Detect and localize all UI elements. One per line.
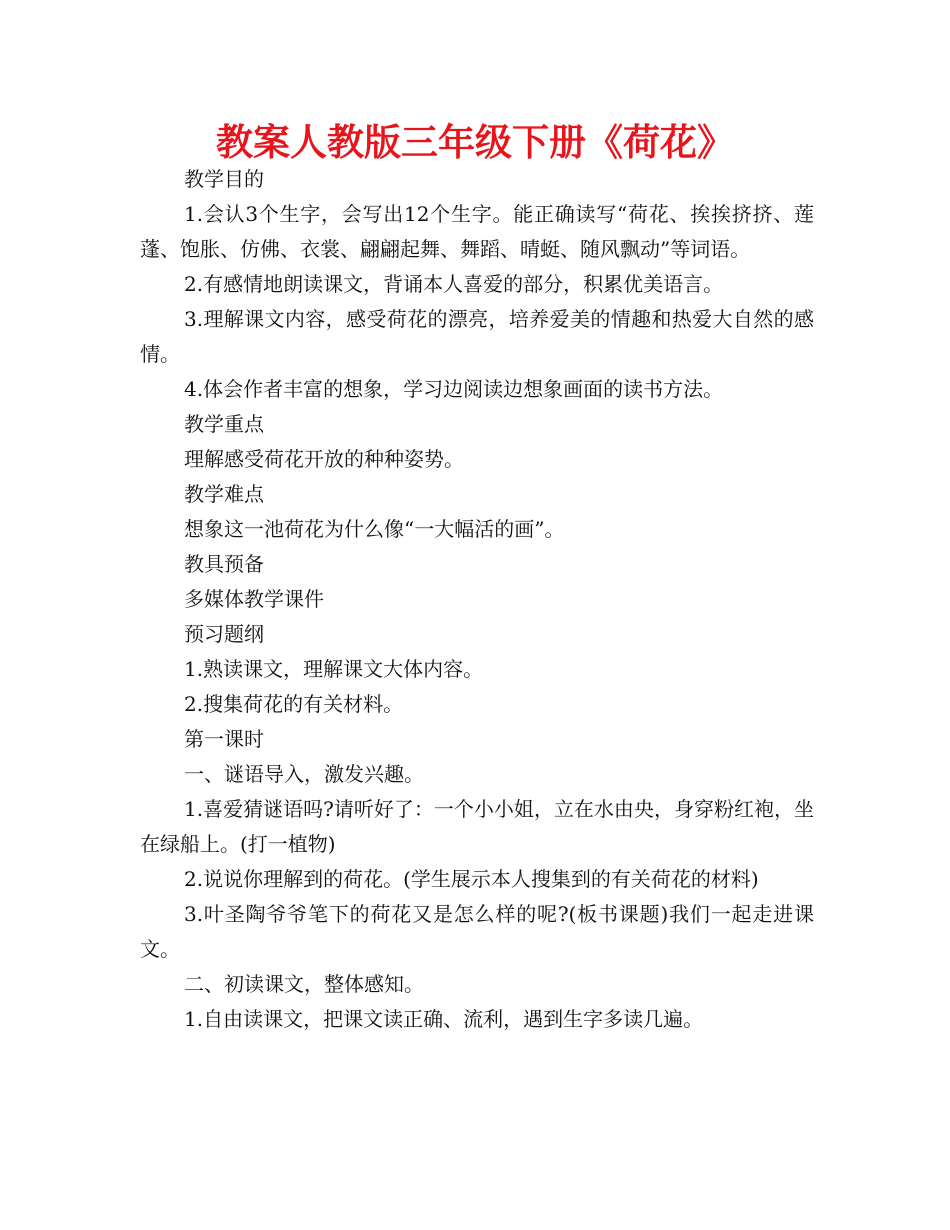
- paragraph: 3.理解课文内容，感受荷花的漂亮，培养爱美的情趣和热爱大自然的感情。: [140, 307, 814, 366]
- paragraph: 2.有感情地朗读课文，背诵本人喜爱的部分，积累优美语言。: [184, 272, 724, 296]
- paragraph: 教学重点: [184, 412, 264, 436]
- paragraph: 1.熟读课文，理解课文大体内容。: [184, 657, 484, 681]
- paragraph: 教具预备: [184, 552, 264, 576]
- paragraph: 教学目的: [184, 167, 264, 191]
- paragraph: 预习题纲: [184, 622, 264, 646]
- paragraph: 理解感受荷花开放的种种姿势。: [184, 447, 464, 471]
- document-title: 教案人教版三年级下册《荷花》: [216, 121, 734, 164]
- paragraph: 1.喜爱猜谜语吗?请听好了：一个小小姐，立在水由央，身穿粉红袍，坐在绿船上。(打一植物): [140, 797, 814, 856]
- paragraph: 多媒体教学课件: [184, 587, 324, 611]
- document-body: [140, 162, 814, 1037]
- paragraph: 1.会认3个生字，会写出12个生字。能正确读写“荷花、挨挨挤挤、莲蓬、饱胀、仿佛、衣裳、翩翩起舞、舞蹈、晴蜓、随风飘动”等词语。: [140, 202, 814, 261]
- paragraph: 4.体会作者丰富的想象，学习边阅读边想象画面的读书方法。: [184, 377, 724, 401]
- paragraph: 2.说说你理解到的荷花。(学生展示本人搜集到的有关荷花的材料): [184, 867, 759, 891]
- paragraph: 想象这一池荷花为什么像“一大幅活的画”。: [184, 517, 565, 541]
- paragraph: 3.叶圣陶爷爷笔下的荷花又是怎么样的呢?(板书课题)我们一起走进课文。: [140, 902, 814, 961]
- paragraph: 2.搜集荷花的有关材料。: [184, 692, 404, 716]
- paragraph: 第一课时: [184, 727, 264, 751]
- paragraph: 1.自由读课文，把课文读正确、流利，遇到生字多读几遍。: [184, 1007, 704, 1031]
- paragraph: 一、谜语导入，激发兴趣。: [184, 762, 424, 786]
- paragraph: 二、初读课文，整体感知。: [184, 972, 424, 996]
- paragraph: 教学难点: [184, 482, 264, 506]
